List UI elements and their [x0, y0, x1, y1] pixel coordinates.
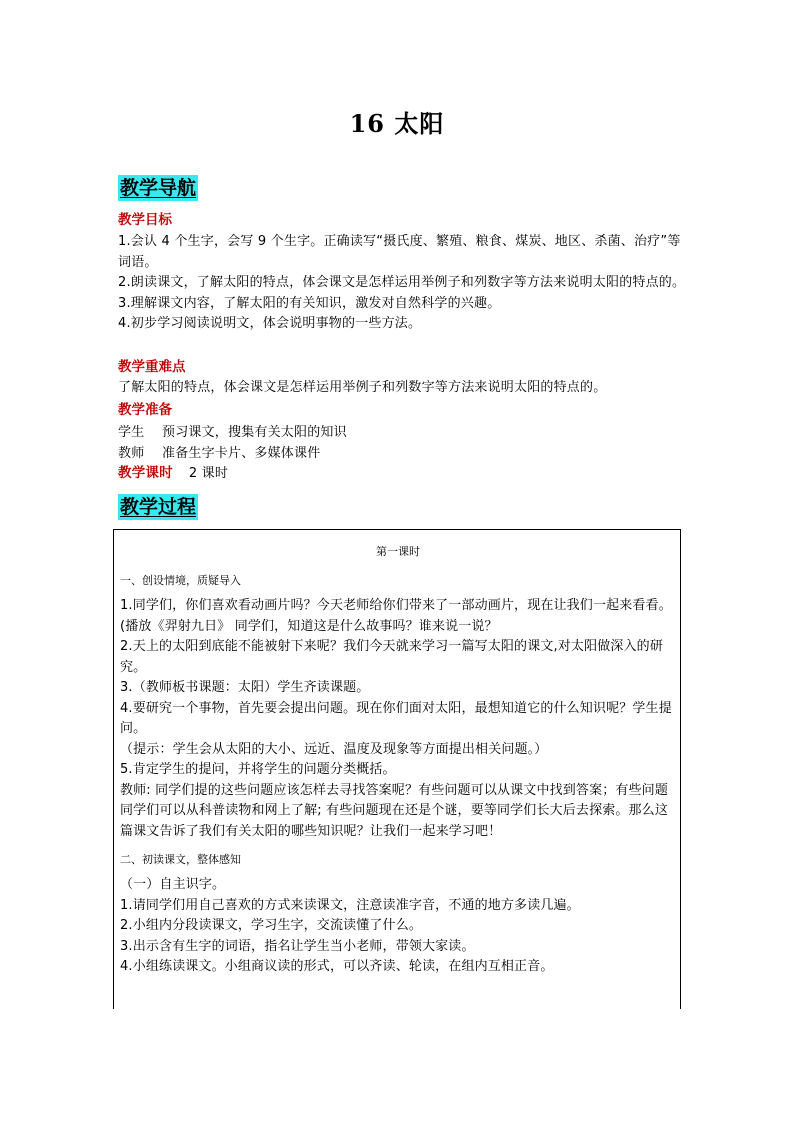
preparation-what: 预习课文，搜集有关太阳的知识 — [162, 425, 347, 440]
process-paragraph: 1.同学们，你们喜欢看动画片吗？今天老师给你们带来了一部动画片，现在让我们一起来看看。(播放《羿射九日》 同学们，知道这是什么故事吗？谁来说一说？ — [120, 598, 672, 634]
key-points-text — [118, 378, 686, 399]
objective-item: 1.会认 4 个生字，会写 9 个生字。正确读写“摄氏度、繁殖、粮食、煤炭、地区、杀菌、治疗”等词语。 — [118, 234, 681, 270]
teaching-process-content — [120, 530, 676, 978]
process-paragraph: 5.肯定学生的提问，并将学生的问题分类概括。 — [120, 762, 396, 777]
process-paragraph: 2.天上的太阳到底能不能被射下来呢？我们今天就来学习一篇写太阳的课文,对太阳做深入的研究。 — [120, 639, 663, 675]
teaching-process-table — [113, 529, 681, 1009]
objective-item: 4.初步学习阅读说明文，体会说明事物的一些方法。 — [118, 316, 422, 331]
preparation-label: 教学准备 — [118, 402, 172, 418]
heading-teaching-process: 教学过程 — [120, 496, 197, 518]
process-paragraph: 2.小组内分段读课文，学习生字，交流读懂了什么。 — [120, 918, 423, 933]
process-paragraph: 4.要研究一个事物，首先要会提出问题。现在你们面对太阳，最想知道它的什么知识呢？学生提问。 — [120, 700, 672, 736]
process-paragraph: （提示：学生会从太阳的大小、远近、温度及现象等方面提出相关问题。） — [120, 741, 548, 757]
objective-item: 2.朗读课文，了解太阳的特点，体会课文是怎样运用举例子和列数字等方法来说明太阳的特点的。 — [118, 275, 686, 290]
hours-label: 教学课时 — [118, 465, 173, 481]
process-paragraph: （一）自主识字。 — [120, 877, 226, 892]
objectives-label: 教学目标 — [118, 212, 172, 228]
preparation-who: 教师 — [118, 445, 145, 461]
process-paragraph: 3.（教师板书课题：太阳）学生齐读课题。 — [120, 680, 370, 695]
preparation-row — [118, 423, 686, 444]
section-title: 二、初读课文，整体感知 — [120, 853, 241, 866]
preparation-row — [118, 444, 686, 465]
process-paragraph: 教师: 同学们提的这些问题应该怎样去寻找答案呢？有些问题可以从课文中找到答案；有些问题同学们可以从科普读物和网上了解; 有些问题现在还是个谜，要等同学们长大后去探索。那么这篇课文告诉了我们有关太阳的哪些知识呢？让我们一起来学习吧！ — [120, 782, 668, 839]
page-title: 16 太阳 — [349, 109, 445, 138]
heading-teaching-guide: 教学导航 — [120, 177, 197, 199]
process-paragraph: 3.出示含有生字的词语，指名让学生当小老师，带领大家读。 — [120, 938, 475, 954]
objectives-list — [118, 232, 686, 335]
key-points-label: 教学重难点 — [118, 359, 186, 375]
process-paragraph: 1.请同学们用自己喜欢的方式来读课文，注意读准字音，不通的地方多读几遍。 — [120, 897, 580, 913]
objective-item: 3.理解课文内容，了解太阳的有关知识，激发对自然科学的兴趣。 — [118, 295, 501, 311]
preparation-who: 学生 — [118, 425, 145, 440]
hours-value: 2 课时 — [188, 466, 229, 481]
lesson-title: 第一课时 — [376, 545, 420, 558]
section-title: 一、创设情境，质疑导入 — [120, 574, 241, 587]
preparation-list — [118, 423, 686, 464]
preparation-what: 准备生字卡片、多媒体课件 — [162, 445, 321, 461]
key-points-paragraph: 了解太阳的特点，体会课文是怎样运用举例子和列数字等方法来说明太阳的特点的。 — [118, 380, 607, 395]
teaching-hours — [118, 463, 686, 485]
process-paragraph: 4.小组练读课文。小组商议读的形式，可以齐读、轮读，在组内互相正音。 — [120, 959, 554, 974]
